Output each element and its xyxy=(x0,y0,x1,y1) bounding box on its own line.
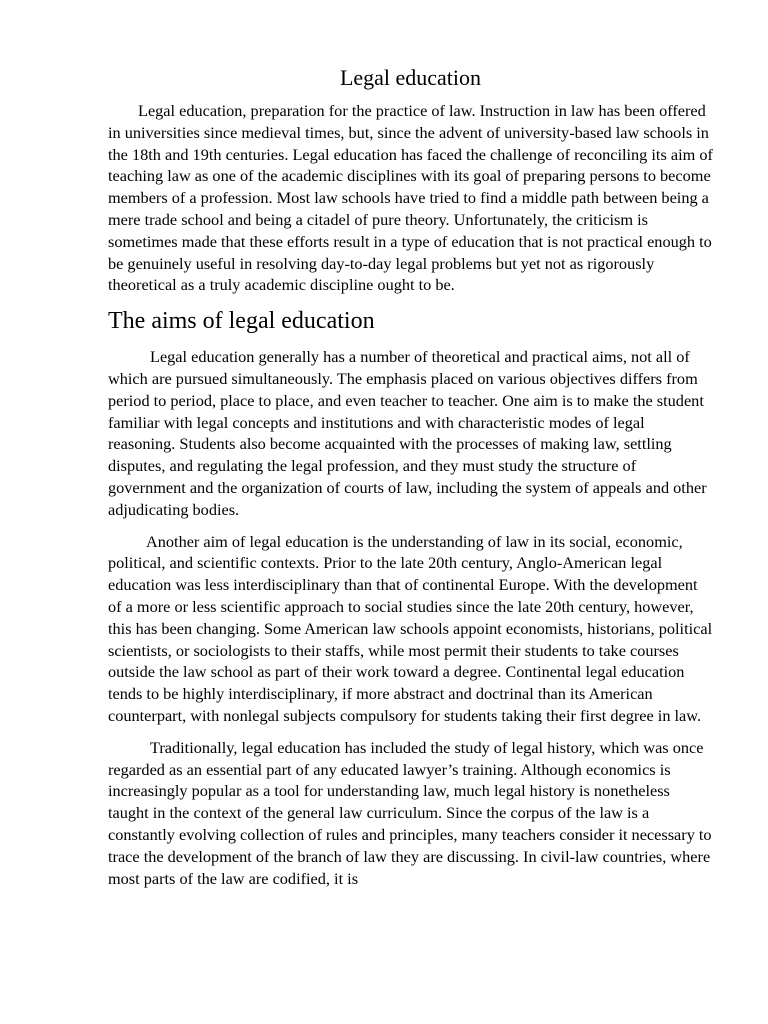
paragraph-aims: Legal education generally has a number of theoretical and practical aims, not all of which are pursued simultaneously. The emphasis placed on various objectives differs from period to period, place to place, and even teacher to teacher. One aim is to make the student familiar with legal concepts and institutions and with characteristic modes of legal reasoning. Students also become acquainted with the processes of making law, settling disputes, and regulating the legal profession, and they must study the structure of government and the organization of courts of law, including the system of appeals and other adjudicating bodies. xyxy=(108,347,707,519)
paragraph-contexts: Another aim of legal education is the understanding of law in its social, economic, political, and scientific contexts. Prior to the late 20th century, Anglo-American legal education was less interdisciplinary than that of continental Europe. With the development of a more or less scientific approach to social studies since the late 20th century, however, this has been changing. Some American law schools appoint economists, historians, political scientists, or sociologists to their staffs, while most permit their students to take courses outside the law school as part of their work toward a degree. Continental legal education tends to be highly interdisciplinary, if more abstract and doctrinal than its American counterpart, with nonlegal subjects compulsory for students taking their first degree in law. xyxy=(108,531,713,725)
document-page xyxy=(108,64,713,899)
intro-paragraph: Legal education, preparation for the practice of law. Instruction in law has been offered in universities since medieval times, but, since the advent of university-based law schools in the 18th and 19th centuries. Legal education has faced the challenge of reconciling its aim of teaching law as one of the academic disciplines with its goal of preparing persons to become members of a profession. Most law schools have tried to find a middle path between being a mere trade school and being a citadel of pure theory. Unfortunately, the criticism is sometimes made that these efforts result in a type of education that is not practical enough to be genuinely useful in resolving day-to-day legal problems but yet not as rigorously theoretical as a truly academic discipline ought to be. xyxy=(108,101,713,295)
paragraph-history: Traditionally, legal education has included the study of legal history, which was once regarded as an essential part of any educated lawyer’s training. Although economics is increasingly popular as a tool for understanding law, much legal history is nonetheless taught in the context of the general law curriculum. Since the corpus of the law is a constantly evolving collection of rules and principles, many teachers consider it necessary to trace the development of the branch of law they are discussing. In civil-law countries, where most parts of the law are codified, it is xyxy=(108,737,712,888)
document-title: Legal education xyxy=(339,65,482,90)
section-heading: The aims of legal education xyxy=(108,308,375,335)
